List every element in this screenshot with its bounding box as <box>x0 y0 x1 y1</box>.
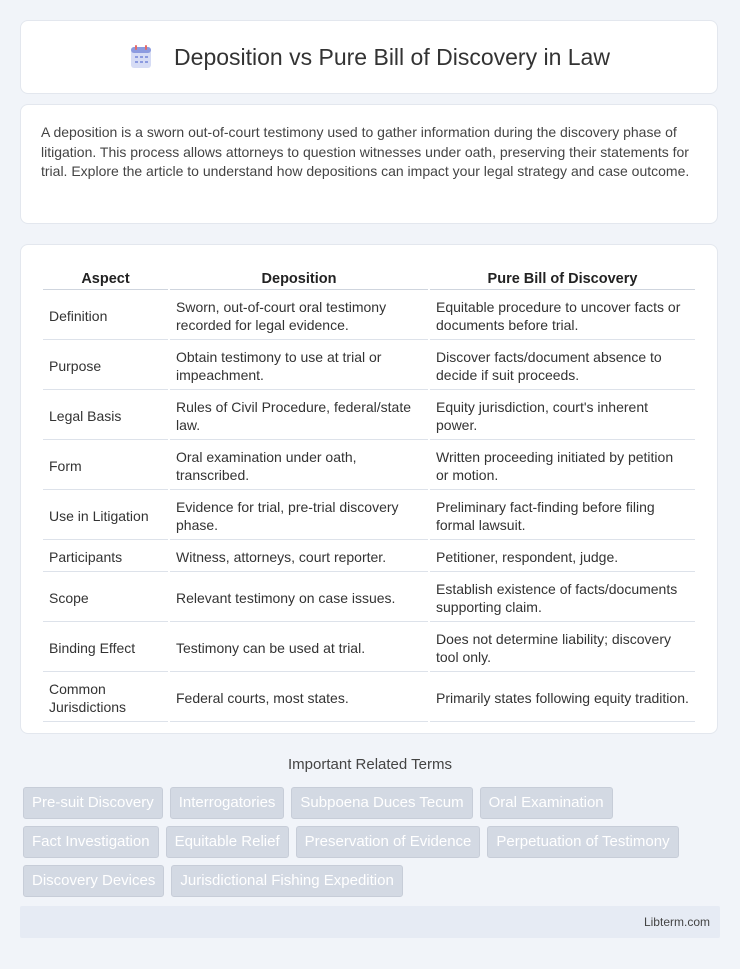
cell-deposition: Rules of Civil Procedure, federal/state law. <box>170 392 428 440</box>
header-pure-bill: Pure Bill of Discovery <box>430 265 695 290</box>
cell-pure-bill: Petitioner, respondent, judge. <box>430 542 695 572</box>
related-term-tag[interactable]: Subpoena Duces Tecum <box>291 787 472 819</box>
related-term-tag[interactable]: Preservation of Evidence <box>296 826 481 858</box>
header-card <box>20 20 718 94</box>
related-terms-title: Important Related Terms <box>288 756 452 773</box>
cell-aspect: Binding Effect <box>43 624 168 672</box>
cell-deposition: Sworn, out-of-court oral testimony recorded for legal evidence. <box>170 292 428 340</box>
related-term-tag[interactable]: Perpetuation of Testimony <box>487 826 678 858</box>
cell-aspect: Participants <box>43 542 168 572</box>
header-aspect: Aspect <box>43 265 168 290</box>
comparison-table <box>41 263 697 724</box>
header-deposition: Deposition <box>170 265 428 290</box>
table-header-row <box>43 265 695 290</box>
cell-pure-bill: Equity jurisdiction, court's inherent power. <box>430 392 695 440</box>
table-row <box>43 392 695 440</box>
table-row <box>43 342 695 390</box>
cell-deposition: Testimony can be used at trial. <box>170 624 428 672</box>
related-term-tag[interactable]: Discovery Devices <box>23 865 164 897</box>
cell-deposition: Oral examination under oath, transcribed. <box>170 442 428 490</box>
related-term-tag[interactable]: Oral Examination <box>480 787 613 819</box>
footer-site-link[interactable]: Libterm.com <box>643 915 710 929</box>
related-term-tag[interactable]: Equitable Relief <box>166 826 289 858</box>
cell-deposition: Federal courts, most states. <box>170 674 428 722</box>
cell-aspect: Use in Litigation <box>43 492 168 540</box>
page-title: Deposition vs Pure Bill of Discovery in Law <box>174 43 610 70</box>
table-row <box>43 674 695 722</box>
related-term-tag[interactable]: Fact Investigation <box>23 826 159 858</box>
cell-aspect: Purpose <box>43 342 168 390</box>
cell-aspect: Common Jurisdictions <box>43 674 168 722</box>
related-terms-list <box>23 787 723 897</box>
cell-deposition: Obtain testimony to use at trial or impeachment. <box>170 342 428 390</box>
cell-deposition: Witness, attorneys, court reporter. <box>170 542 428 572</box>
cell-deposition: Relevant testimony on case issues. <box>170 574 428 622</box>
cell-aspect: Form <box>43 442 168 490</box>
cell-pure-bill: Equitable procedure to uncover facts or documents before trial. <box>430 292 695 340</box>
cell-pure-bill: Discover facts/document absence to decide if suit proceeds. <box>430 342 695 390</box>
footer <box>20 906 720 938</box>
table-row <box>43 574 695 622</box>
cell-aspect: Scope <box>43 574 168 622</box>
cell-pure-bill: Written proceeding initiated by petition or motion. <box>430 442 695 490</box>
cell-aspect: Legal Basis <box>43 392 168 440</box>
table-row <box>43 292 695 340</box>
table-row <box>43 442 695 490</box>
related-term-tag[interactable]: Jurisdictional Fishing Expedition <box>171 865 402 897</box>
cell-deposition: Evidence for trial, pre-trial discovery phase. <box>170 492 428 540</box>
intro-card <box>20 104 718 224</box>
related-term-tag[interactable]: Interrogatories <box>170 787 285 819</box>
document-icon <box>128 44 154 70</box>
cell-pure-bill: Primarily states following equity tradition. <box>430 674 695 722</box>
cell-aspect: Definition <box>43 292 168 340</box>
related-term-tag[interactable]: Pre-suit Discovery <box>23 787 163 819</box>
table-row <box>43 624 695 672</box>
table-row <box>43 492 695 540</box>
table-row <box>43 542 695 572</box>
cell-pure-bill: Does not determine liability; discovery tool only. <box>430 624 695 672</box>
cell-pure-bill: Preliminary fact-finding before filing formal lawsuit. <box>430 492 695 540</box>
intro-text: A deposition is a sworn out-of-court testimony used to gather information during the discovery phase of litigation. This process allows attorneys to question witnesses under oath, preserving their statements for trial. Explore the article to understand how depositions can impact your legal strategy and case outcome. <box>41 124 690 179</box>
cell-pure-bill: Establish existence of facts/documents supporting claim. <box>430 574 695 622</box>
comparison-card <box>20 244 718 734</box>
